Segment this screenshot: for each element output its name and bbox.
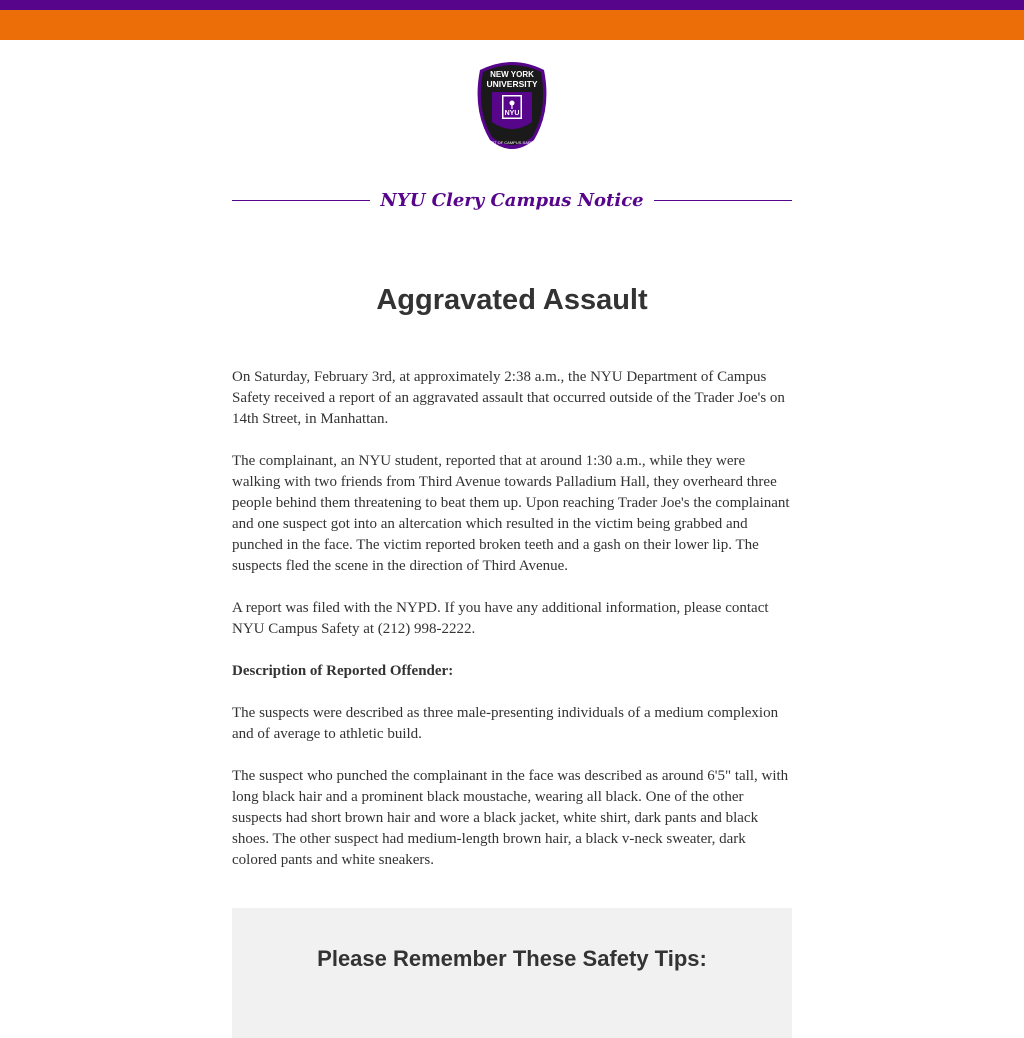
svg-text:DEPT OF CAMPUS SAFETY: DEPT OF CAMPUS SAFETY — [485, 140, 539, 145]
notice-header — [232, 190, 792, 211]
svg-text:UNIVERSITY: UNIVERSITY — [486, 79, 538, 89]
svg-text:NEW YORK: NEW YORK — [490, 70, 534, 79]
divider-right — [654, 200, 792, 201]
paragraph: The suspects were described as three male-presenting individuals of a medium complexion and of average to athletic build. — [232, 705, 779, 742]
nyu-campus-safety-badge-logo — [472, 60, 552, 152]
top-purple-bar — [0, 0, 1024, 10]
top-orange-bar — [0, 10, 1024, 40]
offender-heading: Description of Reported Offender: — [232, 663, 454, 679]
paragraph: A report was filed with the NYPD. If you have any additional information, please contact NYU Campus Safety at (212) 998-2222. — [232, 600, 769, 637]
notice-body — [232, 367, 792, 892]
safety-tips-box — [232, 908, 792, 1038]
safety-tips-heading: Please Remember These Safety Tips: — [317, 946, 707, 971]
svg-text:NYU: NYU — [504, 110, 520, 117]
paragraph: On Saturday, February 3rd, at approximately 2:38 a.m., the NYU Department of Campus Safety received a report of an aggravated assault that occurred outside of the Trader Joe's on 14th Street, in Manhattan. — [232, 369, 785, 427]
paragraph: The complainant, an NYU student, reported that at around 1:30 a.m., while they were walking with two friends from Third Avenue towards Palladium Hall, they overheard three people behind them threatening to beat them up. Upon reaching Trader Joe's the complainant and one suspect got into an altercation which resulted in the victim being grabbed and punched in the face. The victim reported broken teeth and a gash on their lower lip. The suspects fled the scene in the direction of Third Avenue. — [232, 453, 790, 574]
paragraph: The suspect who punched the complainant in the face was described as around 6'5" tall, with long black hair and a prominent black moustache, wearing all black. One of the other suspects had short brown hair and wore a black jacket, white shirt, dark pants and black shoes. The other suspect had medium-length brown hair, a black v-neck sweater, dark colored pants and white sneakers. — [232, 768, 789, 868]
notice-title: NYU Clery Campus Notice — [380, 190, 644, 211]
divider-left — [232, 200, 370, 201]
headline: Aggravated Assault — [376, 284, 648, 316]
